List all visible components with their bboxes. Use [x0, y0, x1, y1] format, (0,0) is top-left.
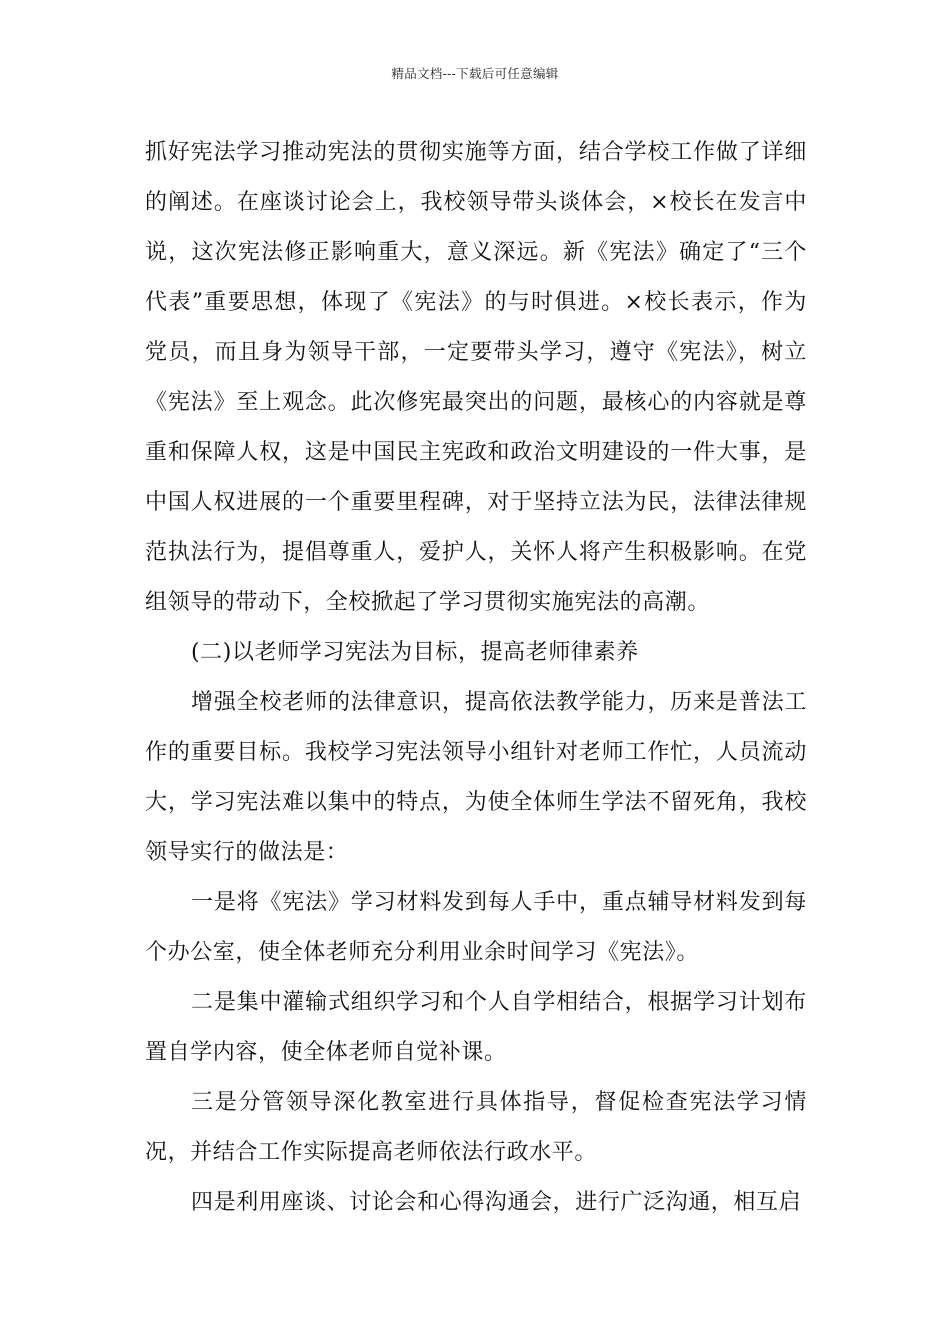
paragraph-item-2: 二是集中灌输式组织学习和个人自学相结合，根据学习计划布置自学内容，使全体老师自觉补课。 [145, 990, 807, 1065]
paragraph-item-1: 一是将《宪法》学习材料发到每人手中，重点辅导材料发到每个办公室，使全体老师充分利用业余时间学习《宪法》。 [145, 890, 807, 965]
paragraph-item-3: 三是分管领导深化教室进行具体指导，督促检查宪法学习情况，并结合工作实际提高老师依法行政水平。 [145, 1090, 807, 1165]
paragraph-intro: 增强全校老师的法律意识，提高依法教学能力，历来是普法工作的重要目标。我校学习宪法领导小组针对老师工作忙，人员流动大，学习宪法难以集中的特点，为使全体师生学法不留死角，我校领导实行的做法是： [145, 690, 807, 865]
paragraph-item-4: 四是利用座谈、讨论会和心得沟通会，进行广泛沟通，相互启 [191, 1190, 802, 1215]
page-header: 精品文档---下载后可任意编辑 [391, 66, 559, 81]
section-heading: (二)以老师学习宪法为目标，提高老师律素养 [191, 640, 639, 665]
document-body [145, 128, 807, 1228]
paragraph-continuation: 抓好宪法学习推动宪法的贯彻实施等方面，结合学校工作做了详细的阐述。在座谈讨论会上，我校领导带头谈体会，×校长在发言中说，这次宪法修正影响重大，意义深远。新《宪法》确定了“三个代表”重要思想，体现了《宪法》的与时俱进。×校长表示，作为党员，而且身为领导干部，一定要带头学习，遵守《宪法》，树立《宪法》至上观念。此次修宪最突出的问题，最核心的内容就是尊重和保障人权，这是中国民主宪政和政治文明建设的一件大事，是中国人权进展的一个重要里程碑，对于坚持立法为民，法律法律规范执法行为，提倡尊重人，爱护人，关怀人将产生积极影响。在党组领导的带动下，全校掀起了学习贯彻实施宪法的高潮。 [145, 140, 807, 615]
